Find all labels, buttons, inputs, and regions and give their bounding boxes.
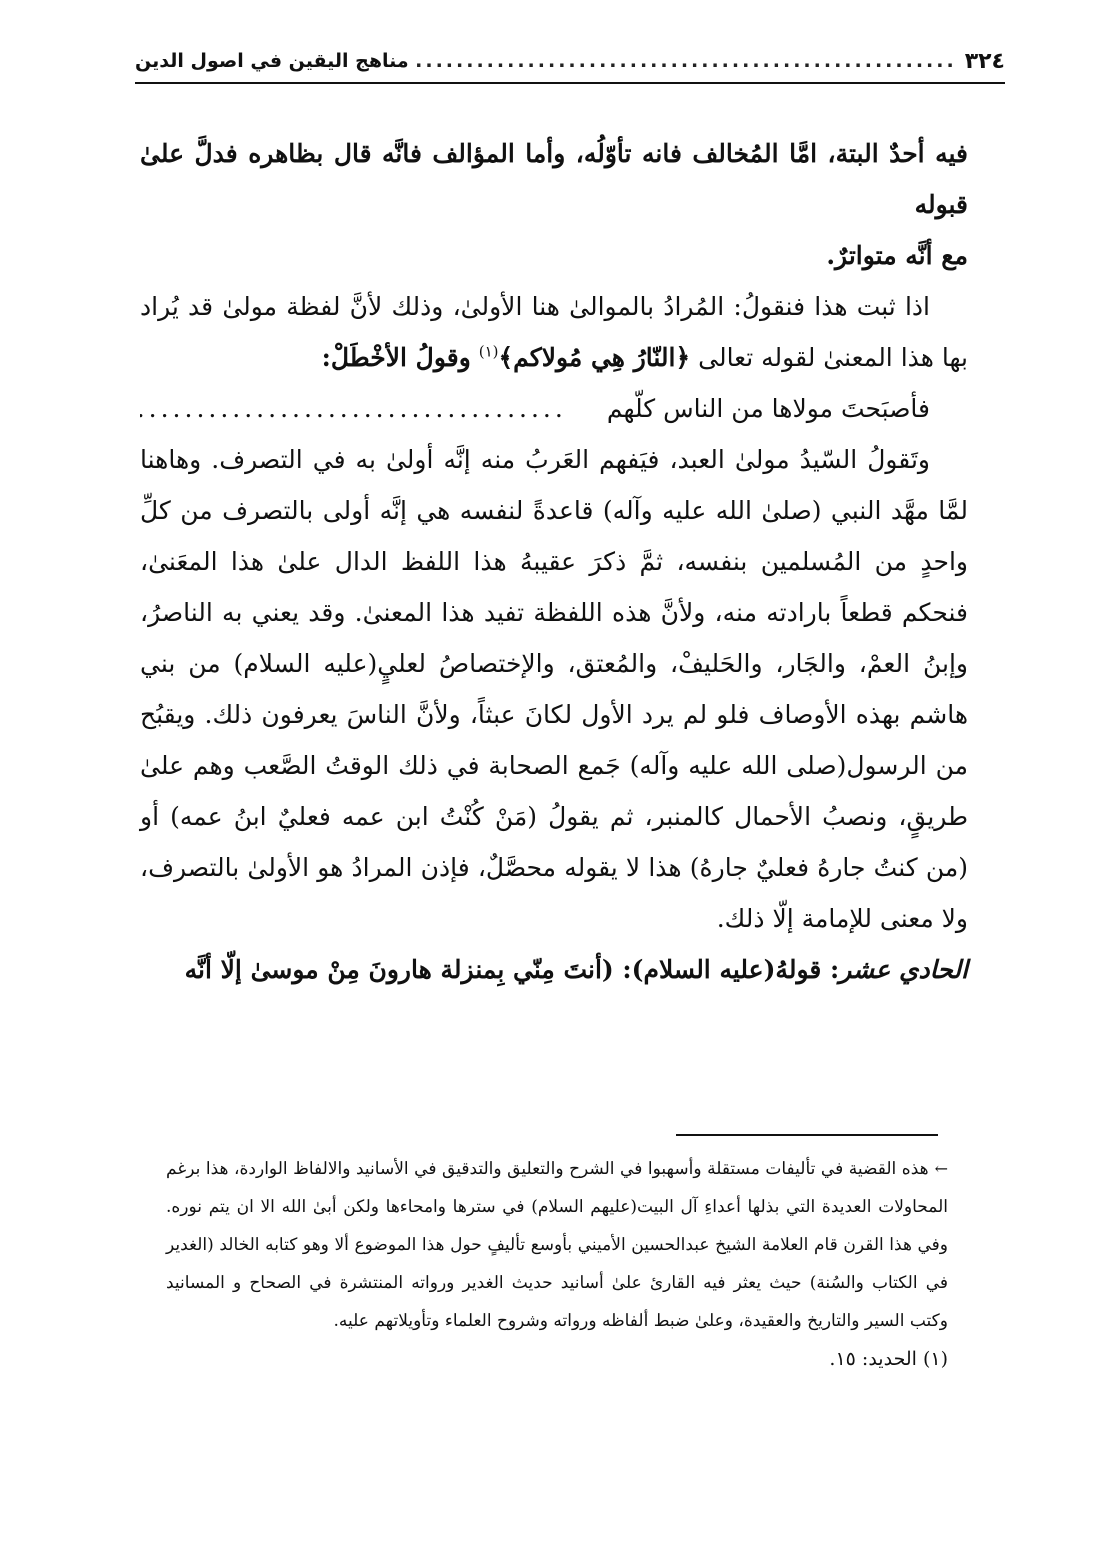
book-title: مناهج اليقين في اصول الدين xyxy=(135,50,409,72)
footnote-continuation xyxy=(166,1150,948,1340)
paragraph-2-text: اذا ثبت هذا فنقولُ: المُرادُ بالموالىٰ هنا الأولىٰ، وذلك لأنَّ لفظة مولىٰ قد يُراد بها هذا المعنىٰ لقوله تعالى xyxy=(140,292,968,372)
quran-quote: ﴿النّارُ هِي مُولاكم﴾ xyxy=(498,343,691,372)
paragraph-2-end: وقولُ الأخْطَلْ: xyxy=(321,343,471,372)
verse-hemistich: فأصبَحتَ مولاها من الناس كلّهم xyxy=(606,394,930,423)
verse-dot-leader xyxy=(140,383,567,434)
section-heading xyxy=(140,944,968,995)
footnotes xyxy=(166,1150,948,1378)
paragraph-1-line-2: مع أنَّه متواترٌ. xyxy=(826,241,968,270)
paragraph-2 xyxy=(140,281,968,383)
paragraph-1-line-1: فيه أحدٌ البتة، امَّا المُخالف فانه تأوّلُه، وأما المؤالف فانَّه قال بظاهره فدلَّ علىٰ قبوله xyxy=(140,139,968,219)
page-number: ٣٢٤ xyxy=(964,48,1005,74)
continuation-arrow-icon: ← xyxy=(934,1159,948,1178)
footnote-ref-1: (١) xyxy=(478,342,499,361)
paragraph-1 xyxy=(140,128,968,281)
footnote-1: (١) الحديد: ١٥. xyxy=(829,1348,948,1370)
header-dot-leader xyxy=(417,50,957,72)
section-heading-text: : قولهُ(عليه السلام): (أنتَ مِنّي بِمنزلة هارونَ مِنْ موسىٰ إلّا أنَّه xyxy=(184,955,840,984)
footnote-continuation-text: هذه القضية في تأليفات مستقلة وأسهبوا في الشرح والتعليق والتدقيق في الأسانيد والالفاظ الواردة، هذا برغم المحاولات العديدة التي بذلها أعداءِ آل البيت(عليهم السلام) في سترها وامحاءها ولكن أبىٰ الله الا ان يتم نوره. وفي هذا القرن قام العلامة الشيخ عبدالحسين الأميني بأوسع تأليفٍ حول هذا الموضوع ألا وهو كتابه الخالد (الغدير في الكتاب والسُنة) حيث يعثر فيه القارئ علىٰ أسانيد حديث الغدير ورواته المنتشرة في الصحاح و المسانيد وكتب السير والتاريخ والعقيدة، وعلىٰ ضبط ألفاظه ورواته وشروح العلماء وتأويلاتهم عليه. xyxy=(166,1159,948,1331)
poetry-verse xyxy=(140,383,968,434)
page-header xyxy=(135,40,1005,84)
footnote-separator xyxy=(676,1134,938,1136)
paragraph-3: وتَقولُ السّيدُ مولىٰ العبد، فيَفهم العَربُ منه إنَّه أولىٰ به في التصرف. وهاهنا لمَّا مهَّد النبي (صلىٰ الله عليه وآله) قاعدةً لنفسه هي إنَّه أولى بالتصرف من كلِّ واحدٍ من المُسلمين بنفسه، ثمَّ ذكرَ عقيبهُ هذا اللفظ الدال علىٰ هذا المعَنىٰ، فنحكم قطعاً بارادته منه، ولأنَّ هذه اللفظة تفيد هذا المعنىٰ. وقد يعني به الناصرُ، وإبنُ العمْ، والجَار، والحَليفْ، والمُعتق، والإختصاصُ لعليٍ(عليه السلام) من بني هاشم بهذه الأوصاف فلو لم يرد الأول لكانَ عبثاً، ولأنَّ الناسَ يعرفون ذلك. ويقبُح من الرسول(صلى الله عليه وآله) جَمع الصحابة في ذلك الوقتُ الصَّعب وهم علىٰ طريقٍ، ونصبُ الأحمال كالمنبر، ثم يقولُ (مَنْ كُنْتُ ابن عمه فعليٌ ابنُ عمه) أو (من كنتُ جارهُ فعليٌ جارهُ) هذا لا يقوله محصَّلٌ، فإذن المرادُ هو الأولىٰ بالتصرف، ولا معنى للإمامة إلّا ذلك. xyxy=(140,445,968,933)
main-text xyxy=(140,128,968,995)
section-heading-label: الحادي عشر xyxy=(839,955,968,984)
